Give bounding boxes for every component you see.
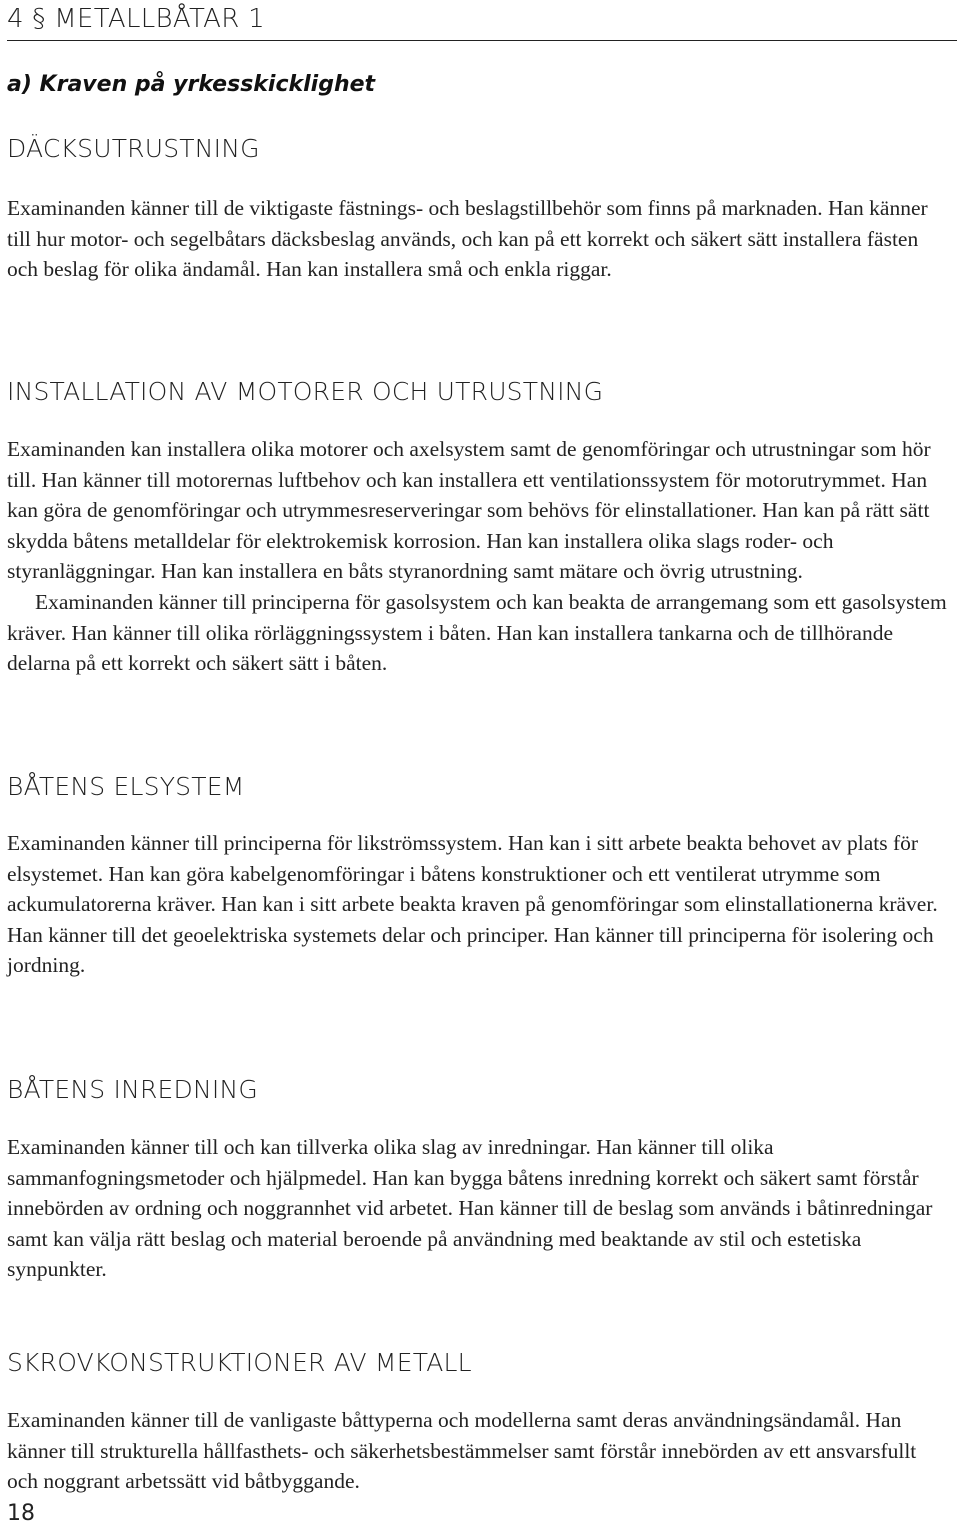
paragraph: Examinanden känner till och kan tillverka olika slag av inredningar. Han känner till olika sammanfogningsmetoder och hjälpmedel. Han kan bygga båtens inredning korrekt och säkert samt förstår innebörden av ordning och noggrannhet vid arbetet. Han känner till de beslag som används i båtinredningar samt kan välja rätt beslag och material beroende på användning med beaktande av stil och estetiska synpunkter. — [7, 1135, 933, 1282]
section-body-dacksutrustning — [7, 193, 947, 285]
paragraph: Examinanden känner till de viktigaste fästnings- och beslagstillbehör som finns på marknaden. Han känner till hur motor- och segelbåtars däcksbeslag används, och kan på ett korrekt och säkert sätt installera fästen och beslag för olika ändamål. Han kan installera små och enkla riggar. — [7, 196, 928, 282]
paragraph: Examinanden kan installera olika motorer och axelsystem samt de genomföringar och utrustningar som hör till. Han känner till motorernas luftbehov och kan installera ett ventilationssystem för motorutrymmet. Han kan göra de genomföringar och utrymmesreserveringar som behövs för elinstallationer. Han kan på rätt sätt skydda båtens metalldelar för elektrokemisk korrosion. Han kan installera olika slags roder- och styranläggningar. Han kan installera en båts styranordning samt mätare och övrig utrustning. — [7, 437, 931, 584]
page-header — [7, 2, 957, 41]
requirements-subtitle: a) Kraven på yrkesskicklighet — [7, 72, 376, 97]
section-heading-installation: INSTALLATION AV MOTORER OCH UTRUSTNING — [7, 377, 604, 406]
section-body-elsystem — [7, 828, 947, 981]
chapter-title: 4 § METALLBÅTAR 1 — [7, 4, 265, 34]
section-heading-dacksutrustning: DÄCKSUTRUSTNING — [7, 134, 260, 163]
paragraph: Examinanden känner till principerna för likströmssystem. Han kan i sitt arbete beakta behovet av plats för elsystemet. Han kan göra kabelgenomföringar i båtens konstruktioner och ett ventilerat utrymme som ackumulatorerna kräver. Han kan i sitt arbete beakta kraven på genomföringar som elinstallationerna kräver. Han känner till det geoelektriska systemets delar och principer. Han känner till principerna för isolering och jordning. — [7, 831, 938, 978]
paragraph: Examinanden känner till de vanligaste båttyperna och modellerna samt deras användningsändamål. Han känner till strukturella hållfasthets- och säkerhetsbestämmelser samt förstår innebörden av ett ansvarsfullt och noggrant arbetssätt vid båtbyggande. — [7, 1408, 917, 1494]
paragraph: Examinanden känner till principerna för gasolsystem och kan beakta de arrangemang som ett gasolsystem kräver. Han känner till olika rörläggningssystem i båten. Han kan installera tankarna och de tillhörande delarna på ett korrekt och säkert sätt i båten. — [7, 589, 947, 676]
section-body-installation — [7, 434, 947, 679]
section-body-skrovkonstruktioner — [7, 1405, 947, 1497]
section-heading-skrovkonstruktioner: SKROVKONSTRUKTIONER AV METALL — [7, 1348, 472, 1377]
section-body-inredning — [7, 1132, 947, 1285]
page-number: 18 — [7, 1501, 35, 1526]
section-heading-inredning: BÅTENS INREDNING — [7, 1075, 258, 1104]
section-heading-elsystem: BÅTENS ELSYSTEM — [7, 772, 245, 801]
